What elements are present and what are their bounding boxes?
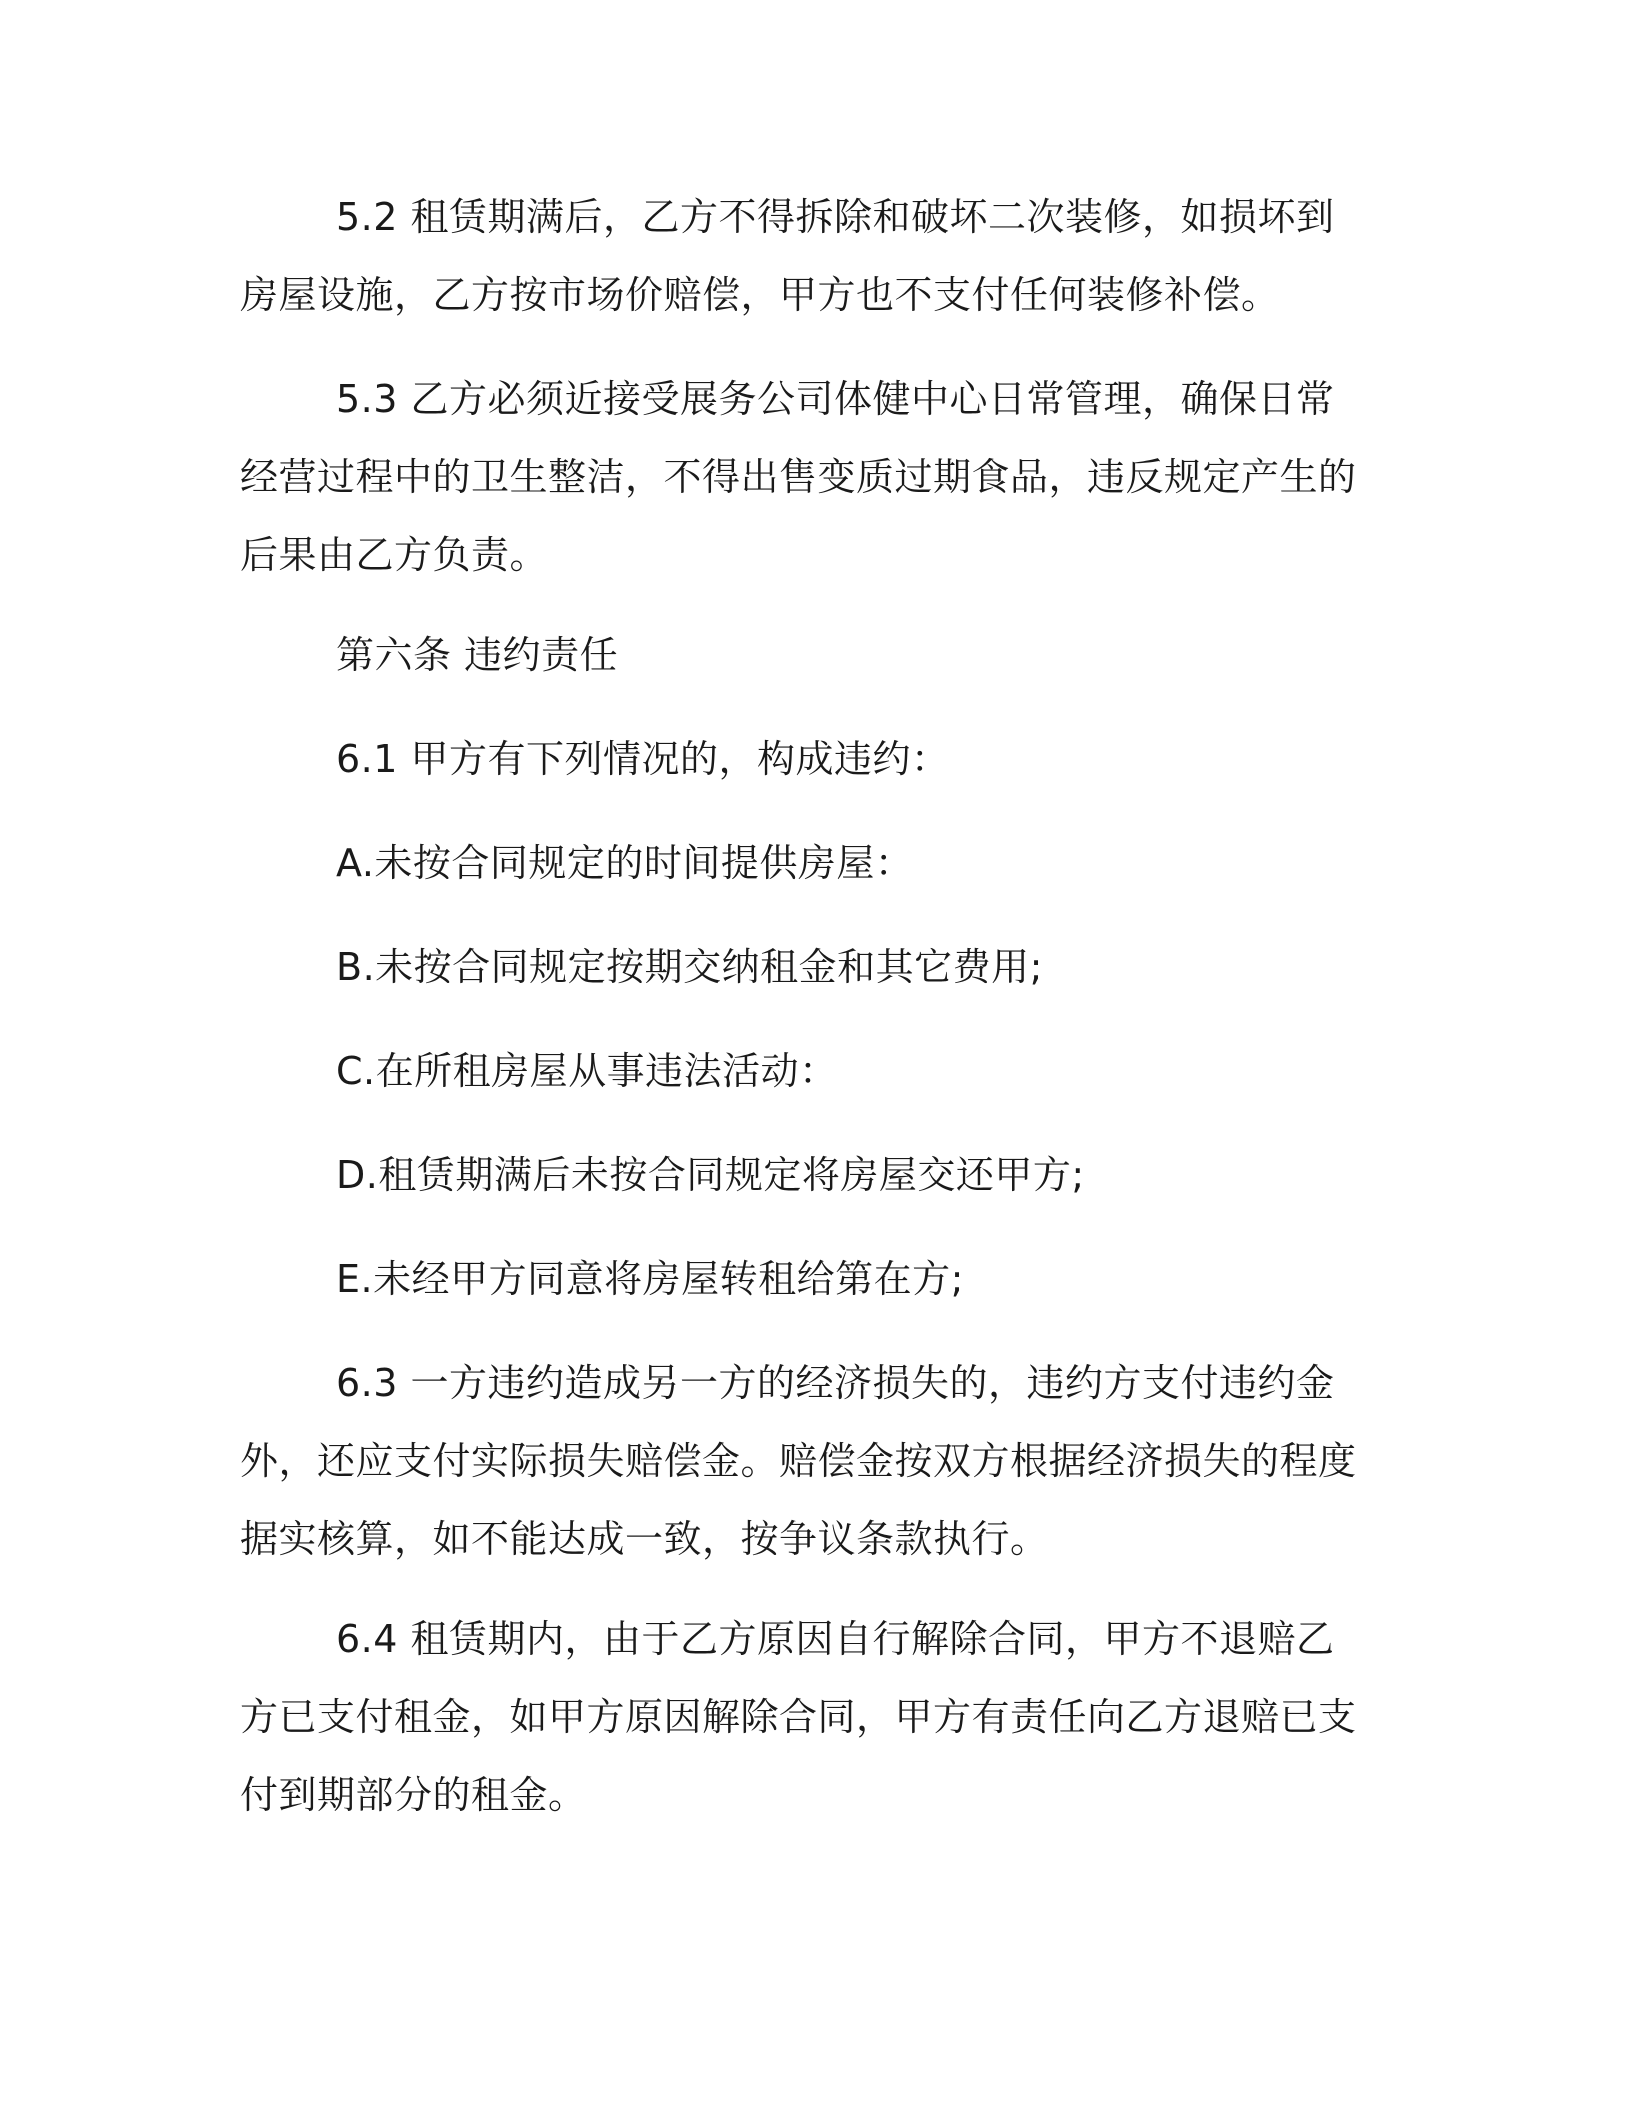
clause-5-3: 5.3 乙方必须近接受展务公司体健中心日常管理，确保日常经营过程中的卫生整洁，不得出售变质过期食品，违反规定产生的后果由乙方负责。	[240, 377, 1357, 577]
clause-6-1: 6.1 甲方有下列情况的，构成违约：	[336, 737, 950, 781]
clause-6-4: 6.4 租赁期内，由于乙方原因自行解除合同，甲方不退赔乙方已支付租金，如甲方原因解除合同，甲方有责任向乙方退赔已支付到期部分的租金。	[240, 1617, 1357, 1817]
article-6-heading: 第六条 违约责任	[336, 633, 619, 677]
clause-5-2: 5.2 租赁期满后，乙方不得拆除和破坏二次装修，如损坏到房屋设施，乙方按市场价赔偿，甲方也不支付任何装修补偿。	[240, 195, 1335, 317]
clause-6-3: 6.3 一方违约造成另一方的经济损失的，违约方支付违约金外，还应支付实际损失赔偿金。赔偿金按双方根据经济损失的程度据实核算，如不能达成一致，按争议条款执行。	[240, 1361, 1357, 1561]
item-b: B.未按合同规定按期交纳租金和其它费用;	[336, 945, 1043, 989]
item-d: D.租赁期满后未按合同规定将房屋交还甲方;	[336, 1153, 1085, 1197]
item-c: C.在所租房屋从事违法活动：	[336, 1049, 838, 1093]
item-e: E.未经甲方同意将房屋转租给第在方;	[336, 1257, 964, 1301]
item-a: A.未按合同规定的时间提供房屋：	[336, 841, 914, 885]
